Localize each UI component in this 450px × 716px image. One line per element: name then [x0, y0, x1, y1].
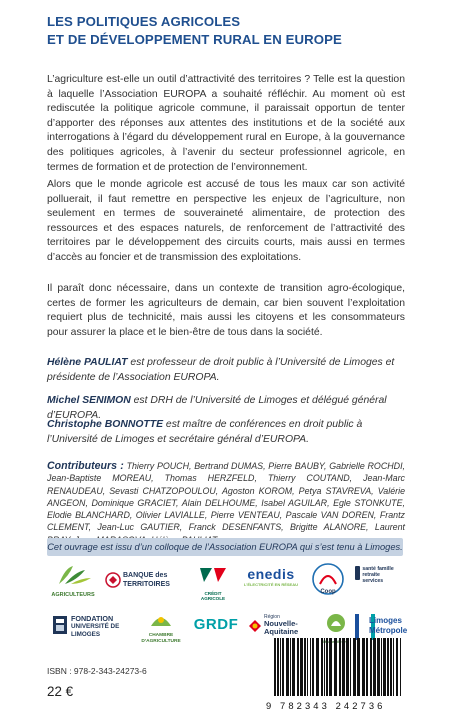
wheat-icon: [51, 564, 95, 586]
chambre-agriculture-logo: [139, 610, 183, 644]
university-crest-icon: [51, 614, 69, 636]
limoges-line-1: Limoges: [369, 616, 402, 625]
author-name: Michel SENIMON: [47, 395, 131, 406]
grdf-logo: [193, 616, 239, 638]
region-line-1: Nouvelle-: [264, 619, 298, 628]
region-line-2: Aquitaine: [264, 627, 299, 636]
agriculteurs-logo: [51, 564, 95, 600]
grdf-text: GRDF: [193, 616, 239, 633]
credit-agricole-text: CRÉDIT AGRICOLE: [200, 591, 226, 601]
chambre-text: CHAMBRE D’AGRICULTURE: [141, 633, 181, 644]
banque-emblem-icon: [105, 572, 121, 588]
banque-territoires-logo: [105, 568, 183, 594]
author-description: est professeur de droit public à l’Université de Limoges et présidente de l’Association EUROPA.: [47, 357, 395, 383]
barcode-bars: [262, 636, 412, 698]
author-description: est maître de conférences en droit public à l’Université de Limoges et secrétaire général d’EUROPA.: [47, 419, 363, 445]
mutuelle-text: santé famille retraite services: [362, 566, 394, 585]
cooperation-text: Coop: [320, 589, 336, 595]
colloque-banner: Cet ouvrage est issu d’un colloque de l’Association EUROPA qui s’est tenu à Limoges.: [47, 538, 403, 556]
paragraph-2: Alors que le monde agricole est accusé de tous les maux car son activité polluerait, il faut remettre en perspective les enjeux de l’agriculture, non seulement en termes de souveraineté alimentaire, de protection des ressources et des espaces naturels, de renforcement de l’attractivité des territoires par le développement des circuits courts, mais aussi en termes d’accès au foncier et de transmission des exploitations.: [47, 179, 405, 263]
price: 22 €: [47, 684, 74, 699]
department-emblem-icon: [325, 612, 347, 634]
fondation-universite-logo: [51, 612, 131, 642]
mutuelle-logo: [355, 566, 401, 600]
chambre-agriculture-icon: [149, 610, 173, 628]
book-title: [47, 13, 427, 49]
barcode-number: 9 782343 242736: [266, 700, 386, 711]
universite-text: UNIVERSITÉ DE LIMOGES: [71, 623, 120, 638]
enedis-text: enedis: [247, 566, 295, 582]
cooperation-logo: [309, 562, 347, 598]
banque-text: BANQUE des TERRITOIRES: [123, 572, 170, 588]
enedis-logo: [243, 566, 299, 596]
credit-agricole-logo: [193, 564, 233, 601]
credit-agricole-icon: [196, 564, 230, 586]
author-bio-1: [47, 356, 405, 385]
paragraph-3: Il paraît donc nécessaire, dans un contexte de transition agro-écologique, certes de former les agriculteurs de demain, car bien souvent l’exploitation requiert plus de technicité, mais aussi les citoyens et les consommateurs pour assurer la place et le bien-être de tous dans la société.: [47, 283, 405, 338]
author-bio-3: [47, 418, 405, 447]
limoges-line-2: Métropole: [369, 626, 408, 635]
region-prefix: Région: [264, 614, 280, 620]
contributors-label: Contributeurs :: [47, 460, 124, 472]
title-line-1: LES POLITIQUES AGRICOLES: [47, 14, 241, 29]
contributors-list: [47, 460, 405, 546]
title-line-2: ET DE DÉVELOPPEMENT RURAL EN EUROPE: [47, 32, 342, 47]
fondation-text: FONDATION: [71, 614, 114, 623]
barcode: [262, 636, 412, 710]
region-emblem-icon: [247, 618, 263, 634]
enedis-subtext: L’ÉLECTRICITÉ EN RÉSEAU: [243, 582, 298, 587]
mutuelle-icon: [355, 566, 360, 580]
agriculteurs-text: AGRICULTEURS: [51, 592, 95, 598]
paragraph-1: L’agriculture est-elle un outil d’attractivité des territoires ? Telle est la question à laquelle l’Association EUROPA a souhaité réfléchir. Au moment où est rediscutée la politique agricole commune, il paraissait opportun de tenter d’apporter des réponses aux attentes des institutions et de la société aux interrogations à l’égard du développement rural en Europe, à la gouvernance des politiques agricoles, à l’avenir du secteur professionnel agricole, en termes de formation et de protection de l’environnement.: [47, 74, 405, 173]
author-name: Hélène PAULIAT: [47, 357, 128, 368]
isbn: ISBN : 978-2-343-24273-6: [47, 666, 147, 676]
sponsor-logos: [47, 560, 408, 648]
cooperation-icon: [311, 562, 345, 596]
contributors-names: Thierry POUCH, Bertrand DUMAS, Pierre BAUBY, Gabrielle ROCHDI, Jean-Baptiste MOREAU, Thomas HERZFELD, Thierry COUTAND, Jean-Marc RENAUDEAU, Sevasti CHATZOPOULOU, Agoston KOROM, Petya STAVREVA, Valérie ANGEON, Dominique GRACIET, Alain DELHOUME, Isabel AGUILAR, Egle STONKUTE, Elodie BLANCHARD, Olivier LAVIALLE, Pierre VENTEAU, Pascale VAN DOREN, Frantz CLEMENT, Jean-Luc GAUTIER, Franck DESENFANTS, Brigitte ALANORE, Laurent: [47, 461, 405, 533]
author-name: Christophe BONNOTTE: [47, 419, 164, 430]
author-description: est DRH de l’Université de Limoges et délégué général d’EUROPA.: [47, 395, 387, 421]
